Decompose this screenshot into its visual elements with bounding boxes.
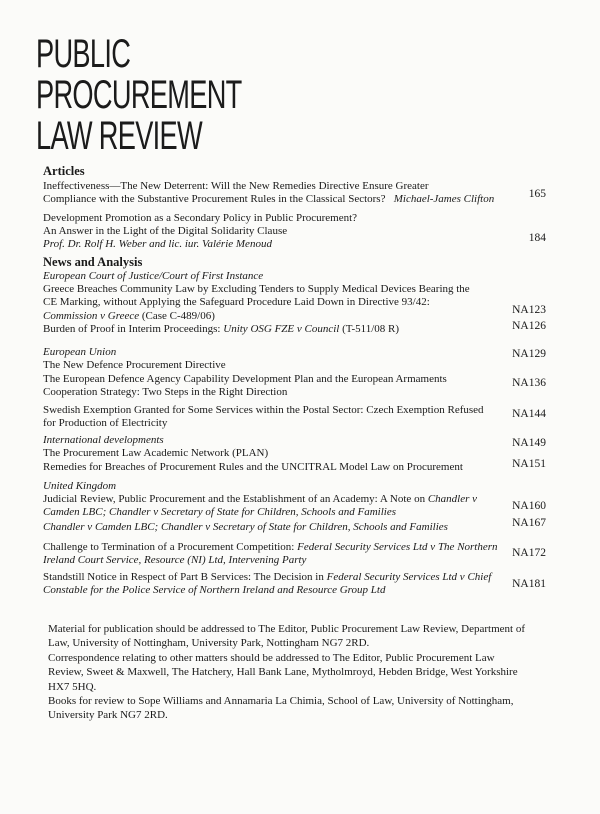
page-number: NA149 [512, 437, 546, 449]
entry-title-line [43, 323, 513, 336]
case-name: Ireland Court Service, Resource (NI) Ltd, Intervening Party [43, 554, 307, 567]
toc-entry-news-3[interactable] [43, 346, 513, 372]
page-number: 184 [528, 232, 546, 244]
page-number: NA172 [512, 547, 546, 559]
entry-title-line: The European Defence Agency Capability Development Plan and the European Armaments [43, 373, 447, 385]
entry-title-line: Development Promotion as a Secondary Policy in Public Procurement? [43, 212, 358, 224]
footer-line: Correspondence relating to other matters should be addressed to The Editor, Public Procurement Law [48, 651, 495, 664]
entry-title-text: Standstill Notice in Respect of Part B Services: The Decision in [43, 571, 327, 583]
footer-line: Books for review to Sope Williams and Annamaria La Chimia, School of Law, University of Nottingham, [48, 695, 514, 708]
page-number: NA129 [512, 348, 546, 360]
case-name: Chandler v [427, 493, 478, 506]
entry-title-line: Remedies for Breaches of Procurement Rules and the UNCITRAL Model Law on Procurement [43, 461, 463, 473]
articles-heading: Articles [43, 164, 85, 178]
page-number: NA144 [512, 408, 546, 420]
toc-entry-news-8[interactable] [43, 480, 513, 520]
entry-category: International developments [43, 434, 164, 446]
entry-title-line: for Production of Electricity [43, 417, 168, 430]
case-name: Camden LBC; Chandler v Secretary of State for Children, Schools and Families [43, 506, 396, 519]
page-number: NA167 [512, 517, 546, 529]
entry-title-line [43, 193, 513, 206]
footer-line: Law, University of Nottingham, University Park, Nottingham NG7 2RD. [48, 637, 370, 650]
entry-title-line: The New Defence Procurement Directive [43, 359, 226, 372]
page-number: NA181 [512, 578, 546, 590]
entry-title-line: Swedish Exemption Granted for Some Services within the Postal Sector: Czech Exemption Refused [43, 404, 484, 416]
journal-masthead [36, 34, 242, 157]
toc-entry-article-2[interactable] [43, 212, 513, 252]
toc-entry-news-9[interactable] [43, 521, 513, 534]
toc-entry-news-11[interactable] [43, 571, 513, 597]
toc-entry-news-6[interactable] [43, 434, 513, 460]
toc-entry-news-5[interactable] [43, 404, 513, 430]
case-number: (Case C-489/06) [139, 309, 215, 322]
entry-category: European Court of Justice/Court of First Instance [43, 270, 264, 282]
entry-title-line [43, 541, 513, 554]
page-number: NA151 [512, 458, 546, 470]
case-number: (T-511/08 R) [339, 323, 400, 335]
case-name: Federal Security Services Ltd v The Northern [297, 541, 498, 553]
entry-title-line: CE Marking, without Applying the Safeguard Procedure Laid Down in Directive 93/42: [43, 296, 430, 309]
entry-title-line [43, 571, 513, 584]
page-number: NA136 [512, 377, 546, 389]
entry-title-line: The Procurement Law Academic Network (PLAN) [43, 447, 269, 460]
entry-author: Michael-James Clifton [393, 193, 495, 206]
entry-case [43, 310, 513, 323]
case-name: Federal Security Services Ltd v Chief [326, 571, 492, 583]
toc-entry-news-7[interactable] [43, 461, 513, 474]
toc-entry-news-10[interactable] [43, 541, 513, 567]
case-name: Commission v Greece [43, 309, 140, 322]
entry-author: Prof. Dr. Rolf H. Weber and lic. iur. Valérie Menoud [43, 238, 272, 251]
entry-title-line [43, 493, 513, 506]
entry-category: European Union [43, 346, 117, 358]
entry-title-text: Burden of Proof in Interim Proceedings: [43, 323, 224, 335]
footer-line: University Park NG7 2RD. [48, 709, 168, 722]
case-name: Constable for the Police Service of Northern Ireland and Resource Group Ltd [43, 584, 386, 597]
entry-category: United Kingdom [43, 480, 117, 492]
page-number: NA123 [512, 304, 546, 316]
entry-title-text: Challenge to Termination of a Procurement Competition: [43, 541, 298, 553]
toc-entry-article-1[interactable] [43, 180, 513, 206]
footer-line: Review, Sweet & Maxwell, The Hatchery, Hall Bank Lane, Mytholmroyd, Hebden Bridge, West Yorkshire [48, 666, 518, 679]
masthead-line-2: PROCUREMENT [36, 73, 242, 117]
entry-title-line: Greece Breaches Community Law by Excluding Tenders to Supply Medical Devices Bearing the [43, 283, 470, 296]
editorial-contact-info [48, 622, 558, 723]
page-number: NA160 [512, 500, 546, 512]
page-number: NA126 [512, 320, 546, 332]
entry-title-text: Compliance with the Substantive Procurement Rules in the Classical Sectors? [43, 193, 386, 206]
news-heading: News and Analysis [43, 255, 143, 269]
masthead-line-3: LAW REVIEW [36, 114, 202, 158]
footer-line: Material for publication should be addressed to The Editor, Public Procurement Law Review, Department of [48, 623, 526, 635]
case-name: Chandler v Camden LBC; Chandler v Secretary of State for Children, Schools and Families [43, 521, 448, 533]
masthead-line-1: PUBLIC [36, 32, 131, 76]
entry-title-line: Cooperation Strategy: Two Steps in the Right Direction [43, 386, 288, 399]
toc-entry-news-2[interactable] [43, 323, 513, 336]
toc-entry-news-4[interactable] [43, 373, 513, 399]
page-number: 165 [528, 188, 546, 200]
entry-title-line: An Answer in the Light of the Digital Solidarity Clause [43, 225, 288, 238]
footer-line: HX7 5HQ. [48, 680, 97, 693]
toc-entry-news-1[interactable] [43, 270, 513, 323]
case-name: Unity OSG FZE v Council [223, 323, 340, 335]
entry-title-line: Ineffectiveness—The New Deterrent: Will the New Remedies Directive Ensure Greater [43, 180, 429, 192]
entry-title-text: Judicial Review, Public Procurement and the Establishment of an Academy: A Note on [43, 493, 428, 506]
